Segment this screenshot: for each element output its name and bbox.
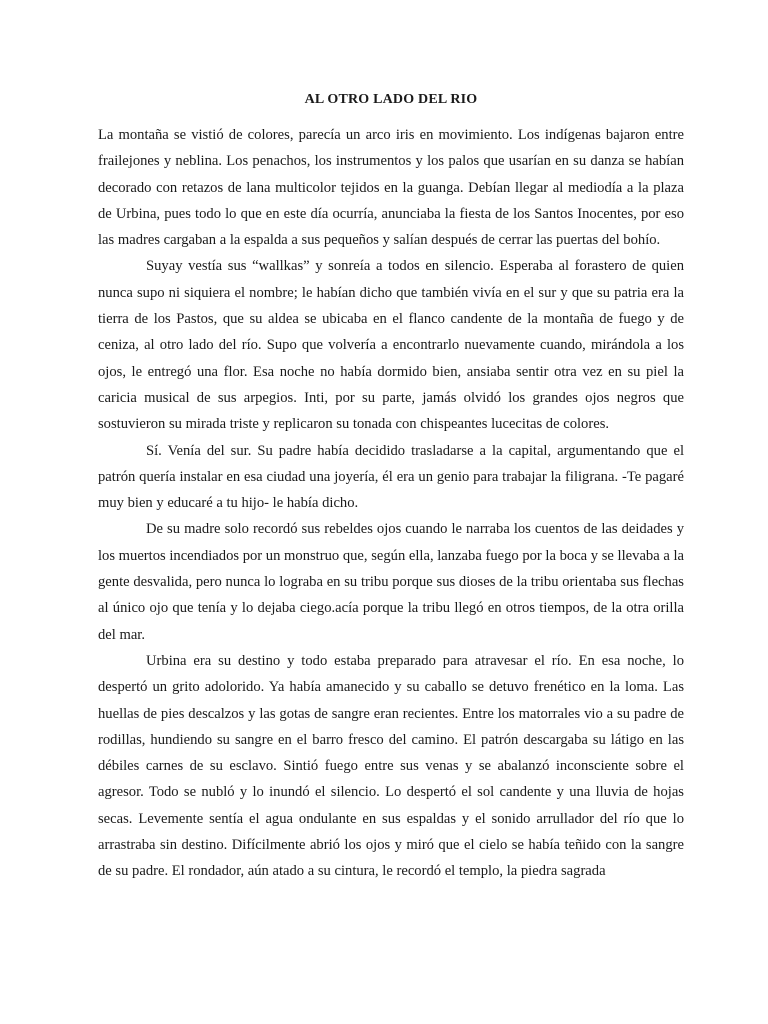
paragraph-1: La montaña se vistió de colores, parecía un arco iris en movimiento. Los indígenas bajaron entre frailejones y neblina. Los penachos, los instrumentos y los palos que usarían en su danza se habían decorado con retazos de lana multicolor tejidos en la guanga. Debían llegar al mediodía a la plaza de Urbina, pues todo lo que en este día ocurría, anunciaba la fiesta de los Santos Inocentes, por eso las madres cargaban a la espalda a sus pequeños y salían después de cerrar las puertas del bohío. xyxy=(98,127,684,249)
paragraph-2: Suyay vestía sus “wallkas” y sonreía a todos en silencio. Esperaba al forastero de quien nunca supo ni siquiera el nombre; le habían dicho que también vivía en el sur y que su patria era la tierra de los Pastos, que su aldea se ubicaba en el flanco candente de la montaña de fuego y de ceniza, al otro lado del río. Supo que volvería a encontrarlo nuevamente cuando, mirándola a los ojos, le entregó una flor. Esa noche no había dormido bien, ansiaba sentir otra vez en su piel la caricia musical de sus arpegios. Inti, por su parte, jamás olvidó los grandes ojos negros que sostuvieron su mirada triste y replicaron su tonada con chispeantes lucecitas de colores. xyxy=(98,258,684,433)
document-title: AL OTRO LADO DEL RIO xyxy=(304,92,478,107)
document-page xyxy=(98,90,684,885)
paragraph-4: De su madre solo recordó sus rebeldes ojos cuando le narraba los cuentos de las deidades y los muertos incendiados por un monstruo que, según ella, lanzaba fuego por la boca y se llevaba a la gente desvalida, pero nunca lo lograba en su tribu porque sus dioses de la tribu orientaba sus flechas al único ojo que tenía y lo dejaba ciego.acía porque la tribu llegó en otros tiempos, de la otra orilla del mar. xyxy=(98,521,685,643)
paragraph-5: Urbina era su destino y todo estaba preparado para atravesar el río. En esa noche, lo despertó un grito adolorido. Ya había amanecido y su caballo se detuvo frenético en la loma. Las huellas de pies descalzos y las gotas de sangre eran recientes. Entre los matorrales vio a su padre de rodillas, hundiendo su sangre en el barro fresco del camino. El patrón descargaba su látigo en las débiles carnes de su esclavo. Sintió fuego entre sus venas y se abalanzó inconsciente sobre el agresor. Todo se nubló y lo inundó el silencio. Lo despertó el sol candente y una lluvia de hojas secas. Levemente sentía el agua ondulante en sus espaldas y el sonido arrullador del río que lo arrastraba sin destino. Difícilmente abrió los ojos y miró que el cielo se había teñido con la sangre de su padre. El rondador, aún atado a su cintura, le recordó el templo, la piedra sagrada xyxy=(98,652,684,880)
paragraph-3: Sí. Venía del sur. Su padre había decidido trasladarse a la capital, argumentando que el patrón quería instalar en esa ciudad una joyería, él era un genio para trabajar la filigrana. -Te pagaré muy bien y educaré a tu hijo- le había dicho. xyxy=(98,442,684,512)
